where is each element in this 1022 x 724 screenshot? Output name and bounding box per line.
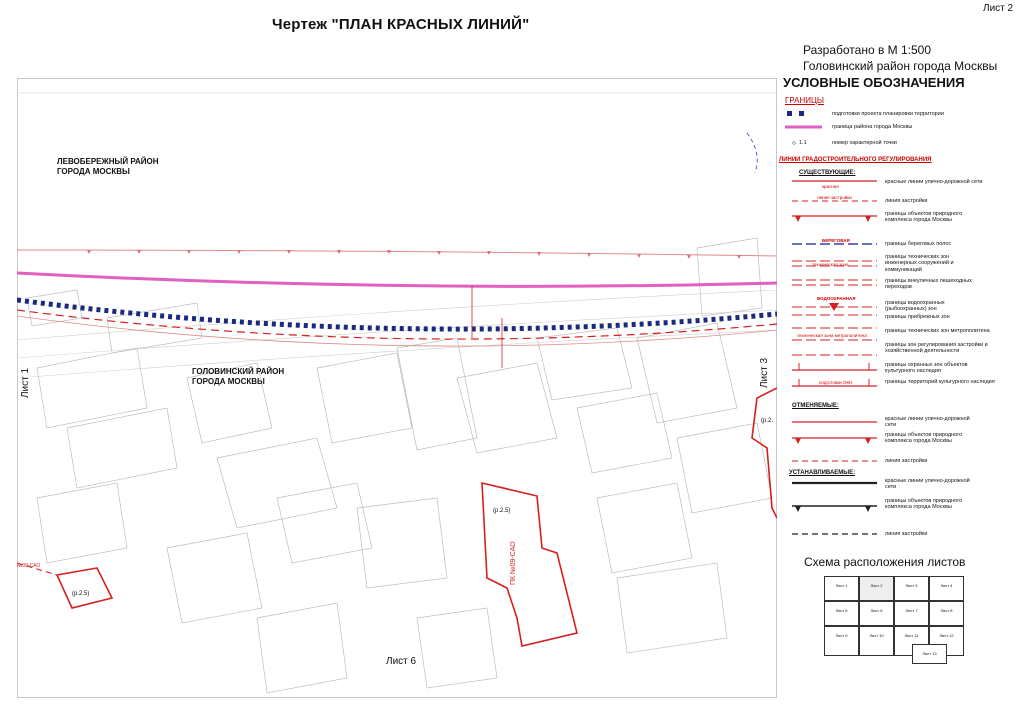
zone-label-right: (р.2. <box>761 418 774 424</box>
legend-sample-red: красная <box>822 184 839 189</box>
legend-cancelled-3: линия застройки <box>885 458 928 464</box>
scheme-cell-8[interactable]: Лист 8 <box>929 601 964 626</box>
legend-point-label: 1.1 <box>799 140 807 146</box>
zone-code-label: ПК №09-САО <box>510 541 517 585</box>
legend-established-head: УСТАНАВЛИВАЕМЫЕ: <box>789 470 856 476</box>
legend-existing-1: красные линии улично-дорожной сети <box>885 179 983 185</box>
legend-existing-12: границы территорий культурного наследия <box>885 379 995 385</box>
building-outlines <box>27 238 772 693</box>
legend-existing-9: границы технических зон метрополитена <box>885 328 990 334</box>
label-left-bank <box>57 157 158 177</box>
sheet-label-bottom[interactable]: Лист 6 <box>386 656 417 667</box>
legend-existing-10: границы зон регулирования застройки и хозяйственной деятельности <box>885 342 988 355</box>
label-left-bank-line1: ЛЕВОБЕРЕЖНЫЙ РАЙОН <box>57 157 159 166</box>
legend-boundary-2: граница района города Москвы <box>832 124 913 130</box>
legend-existing-8: границы прибрежных зон <box>885 314 950 320</box>
scheme-cell-1[interactable]: Лист 1 <box>824 576 859 601</box>
legend-existing-5: границы технических зон инженерных сооружений и коммуникаций <box>885 254 954 273</box>
legend-boundary-1: подготовки проекта планировки территории <box>832 111 944 117</box>
legend-cancelled-1: красные линии улично-дорожной сети <box>885 416 970 429</box>
label-golovinsky <box>192 367 284 387</box>
legend-boundary-3: номер характерной точки <box>832 140 897 146</box>
legend-cancelled-2: границы объектов природного комплекса города Москвы <box>885 432 963 445</box>
legend-sample-water: ВОДООХРАННАЯ <box>817 296 856 301</box>
legend-established-1: красные линии улично-дорожной сети <box>885 478 970 491</box>
legend-sample-shore: БЕРЕГОВАЯ <box>822 238 850 243</box>
right-zone-polygon <box>752 388 777 518</box>
developed-note <box>803 42 997 74</box>
scheme-cell-3[interactable]: Лист 3 <box>894 576 929 601</box>
sheet-number: Лист 2 <box>983 3 1014 14</box>
drawing-title: Чертеж "ПЛАН КРАСНЫХ ЛИНИЙ" <box>272 16 530 33</box>
legend-sample-tech: техническая зона <box>812 262 849 267</box>
legend-established-3: линия застройки <box>885 531 928 537</box>
sheet-label-left[interactable]: Лист 1 <box>20 367 31 398</box>
legend-existing-2: линия застройки <box>885 198 928 204</box>
scheme-cell-13[interactable]: Лист 13 <box>912 644 947 664</box>
zone-label-left: (р.2.5) <box>72 591 90 597</box>
left-zone-polygon <box>57 568 112 608</box>
district-note: Головинский район города Москвы <box>803 59 998 73</box>
legend-cancelled-head: ОТМЕНЯЕМЫЕ: <box>792 403 839 409</box>
legend-existing-7: границы водоохранных (рыбоохранных) зон <box>885 300 945 313</box>
district-boundary-line <box>17 273 777 286</box>
legend-sample-metro: техническая зона метрополитена <box>797 333 867 338</box>
legend-sample-build: линия застройки <box>817 195 852 200</box>
scheme-cell-10[interactable]: Лист 10 <box>859 626 894 656</box>
sheet-scheme-grid <box>824 576 964 656</box>
scheme-cell-4[interactable]: Лист 4 <box>929 576 964 601</box>
scheme-cell-12[interactable]: Лист 12 <box>929 626 964 656</box>
legend-existing-3: границы объектов природного комплекса города Москвы <box>885 211 963 224</box>
scheme-cell-9[interactable]: Лист 9 <box>824 626 859 656</box>
label-golovinsky-line2: ГОРОДА МОСКВЫ <box>192 377 265 386</box>
scheme-cell-7[interactable]: Лист 7 <box>894 601 929 626</box>
legend-established-2: границы объектов природного комплекса города Москвы <box>885 498 963 511</box>
scheme-cell-2[interactable]: Лист 2 <box>859 576 894 601</box>
legend-existing-4: границы береговых полос <box>885 241 952 247</box>
zone-label-center: (р.2.5) <box>493 508 511 514</box>
scheme-cell-5[interactable]: Лист 5 <box>824 601 859 626</box>
project-boundary-line <box>17 300 777 329</box>
legend-existing-head: СУЩЕСТВУЮЩИЕ: <box>799 170 856 176</box>
legend-regulation-head: ЛИНИИ ГРАДОСТРОИТЕЛЬНОГО РЕГУЛИРОВАНИЯ <box>779 157 932 163</box>
label-golovinsky-line1: ГОЛОВИНСКИЙ РАЙОН <box>192 367 285 376</box>
legend-title: УСЛОВНЫЕ ОБОЗНАЧЕНИЯ <box>783 75 965 90</box>
legend-existing-11: границы охранных зон объектов культурного наследия <box>885 362 968 375</box>
scheme-cell-11[interactable]: Лист 11 <box>894 626 929 656</box>
legend-sample-okn: подготовки ОКН <box>819 380 853 385</box>
upper-red-line <box>17 250 777 256</box>
label-left-bank-line2: ГОРОДА МОСКВЫ <box>57 167 130 176</box>
road-lines <box>17 290 777 378</box>
zone-code-left: №09-САО <box>17 563 41 569</box>
right-arc <box>747 133 757 173</box>
legend-boundaries-head: ГРАНИЦЫ <box>785 96 824 105</box>
scale-note: Разработано в М 1:500 <box>803 43 932 57</box>
sheet-label-right[interactable]: Лист 3 <box>759 357 770 388</box>
legend-existing-6: границы внеуличных пешеходных переходов <box>885 278 972 291</box>
scheme-cell-6[interactable]: Лист 6 <box>859 601 894 626</box>
scheme-title: Схема расположения листов <box>804 555 966 569</box>
